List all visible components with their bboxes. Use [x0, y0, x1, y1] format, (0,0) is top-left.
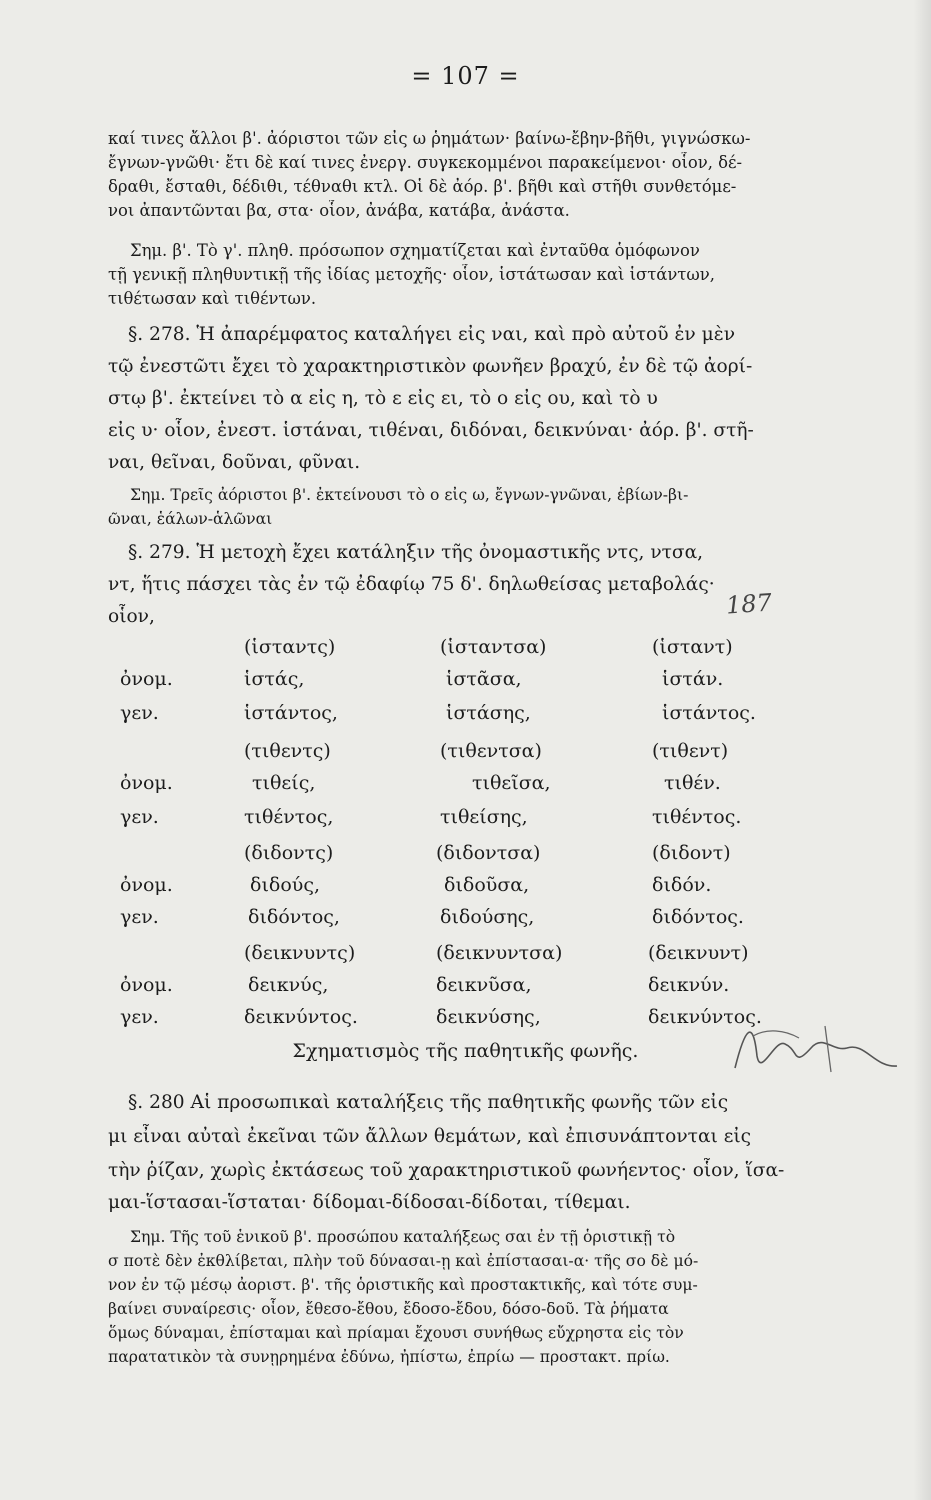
form-cell: τιθέντος. [652, 806, 742, 828]
form-cell: δεικνῦσα, [436, 974, 532, 996]
form-cell: δεικνύντος. [648, 1006, 762, 1028]
row-label-nominative: ὀνομ. [120, 668, 173, 690]
section-279-line: §. 279. Ἡ μετοχὴ ἔχει κατάληξιν τῆς ὀνομαστικῆς ντς, ντσα, [128, 542, 704, 563]
body-line: δραθι, ἔσταθι, δέδιθι, τέθναθι κτλ. Οἱ δὲ ἀόρ. β'. βῆθι καὶ στῆθι συνθετόμε- [108, 177, 737, 196]
note-line: ῶναι, ἑάλων-ἁλῶναι [108, 510, 273, 528]
row-label-nominative: ὀνομ. [120, 974, 173, 996]
stem-cell: (τιθεντσα) [440, 740, 542, 762]
form-cell: ἱστᾶσα, [446, 668, 522, 690]
row-label-nominative: ὀνομ. [120, 874, 173, 896]
note-line: Σημ. β'. Τὸ γ'. πληθ. πρόσωπον σχηματίζεται καὶ ἐνταῦθα ὁμόφωνον [130, 241, 700, 260]
page-number: = 107 = [411, 62, 520, 90]
section-278-line: §. 278. Ἡ ἀπαρέμφατος καταλήγει εἰς ναι, καὶ πρὸ αὐτοῦ ἐν μὲν [128, 324, 736, 345]
form-cell: διδόν. [652, 874, 712, 896]
stem-cell: (δεικνυντ) [648, 942, 749, 964]
form-cell: δεικνύντος. [244, 1006, 358, 1028]
body-line: ἔγνων-γνῶθι· ἔτι δὲ καί τινες ἐνεργ. συγκεκομμένοι παρακείμενοι· οἷον, δέ- [108, 153, 743, 172]
form-cell: διδοῦσα, [444, 874, 530, 896]
stem-cell: (δεικνυντσα) [436, 942, 563, 964]
section-280-line: τὴν ῥίζαν, χωρὶς ἐκτάσεως τοῦ χαρακτηριστικοῦ φωνήεντος· οἷον, ἵσα- [108, 1160, 785, 1181]
note-line: βαίνει συναίρεσις· οἷον, ἔθεσο-ἔθου, ἔδοσο-ἔδου, δόσο-δοῦ. Τὰ ῥήματα [108, 1300, 669, 1318]
form-cell: τιθεῖσα, [472, 772, 551, 794]
stem-cell: (ἱσταντς) [244, 636, 336, 658]
stem-cell: (ἱσταντσα) [440, 636, 547, 658]
form-cell: διδούς, [250, 874, 320, 896]
body-line: νοι ἀπαντῶνται βα, στα· οἷον, ἀνάβα, κατάβα, ἀνάστα. [108, 201, 570, 220]
note-line: σ ποτὲ δὲν ἐκθλίβεται, πλὴν τοῦ δύνασαι-ῃ καὶ ἐπίστασαι-α· τῆς σο δὲ μό- [108, 1252, 699, 1270]
row-label-genitive: γεν. [120, 806, 159, 828]
form-cell: δεικνύς, [248, 974, 329, 996]
row-label-genitive: γεν. [120, 906, 159, 928]
stem-cell: (τιθεντ) [652, 740, 729, 762]
section-278-line: τῷ ἐνεστῶτι ἔχει τὸ χαρακτηριστικὸν φωνῆεν βραχύ, ἐν δὲ τῷ ἀορί- [108, 356, 753, 377]
section-280-line: §. 280 Αἱ προσωπικαὶ καταλήξεις τῆς παθητικῆς φωνῆς τῶν εἰς [128, 1092, 729, 1113]
form-cell: δεικνύσης, [436, 1006, 541, 1028]
form-cell: διδόντος. [652, 906, 744, 928]
form-cell: τιθείσης, [440, 806, 528, 828]
note-line: τῇ γενικῇ πληθυντικῇ τῆς ἰδίας μετοχῆς· οἷον, ἱστάτωσαν καὶ ἱστάντων, [108, 265, 715, 284]
section-280-line: μι εἶναι αὐταὶ ἐκεῖναι τῶν ἄλλων θεμάτων, καὶ ἐπισυνάπτονται εἰς [108, 1126, 752, 1147]
form-cell: τιθείς, [252, 772, 316, 794]
note-line: παρατατικὸν τὰ συνῃρημένα ἐδύνω, ἠπίστω, ἐπρίω — προστακτ. πρίω. [108, 1348, 670, 1366]
form-cell: ἱστάς, [244, 668, 305, 690]
form-cell: διδόντος, [248, 906, 340, 928]
form-cell: τιθέν. [664, 772, 721, 794]
form-cell: τιθέντος, [244, 806, 334, 828]
note-line: Σημ. Τῆς τοῦ ἑνικοῦ β'. προσώπου καταλήξεως σαι ἐν τῇ ὁριστικῇ τὸ [130, 1228, 676, 1246]
row-label-genitive: γεν. [120, 702, 159, 724]
section-279-line: οἷον, [108, 606, 155, 627]
note-line: νον ἐν τῷ μέσῳ ἀοριστ. β'. τῆς ὁριστικῆς καὶ προστακτικῆς, καὶ τότε συμ- [108, 1276, 698, 1294]
form-cell: δεικνύν. [648, 974, 730, 996]
form-cell: ἱστάντος, [244, 702, 338, 724]
form-cell: ἱστάντος. [662, 702, 756, 724]
form-cell: ἱστάσης, [446, 702, 531, 724]
section-279-line: ντ, ἥτις πάσχει τὰς ἐν τῷ ἐδαφίῳ 75 δ'. δηλωθείσας μεταβολάς· [108, 574, 715, 595]
note-line: τιθέτωσαν καὶ τιθέντων. [108, 289, 317, 308]
row-label-genitive: γεν. [120, 1006, 159, 1028]
row-label-nominative: ὀνομ. [120, 772, 173, 794]
handwritten-margin-number: 187 [725, 588, 773, 620]
page-edge-shadow [913, 0, 931, 1500]
subheading-passive-voice: Σχηματισμὸς τῆς παθητικῆς φωνῆς. [292, 1040, 639, 1062]
stem-cell: (διδοντς) [244, 842, 334, 864]
stem-cell: (διδοντ) [652, 842, 731, 864]
stem-cell: (ἱσταντ) [652, 636, 733, 658]
body-line: καί τινες ἄλλοι β'. ἀόριστοι τῶν εἰς ω ῥημάτων· βαίνω-ἔβην-βῆθι, γιγνώσκω- [108, 129, 751, 148]
note-line: Σημ. Τρεῖς ἀόριστοι β'. ἐκτείνουσι τὸ ο εἰς ω, ἔγνων-γνῶναι, ἐβίων-βι- [130, 486, 689, 504]
stem-cell: (διδοντσα) [436, 842, 541, 864]
form-cell: διδούσης, [440, 906, 535, 928]
section-280-line: μαι-ἵστασαι-ἵσταται· δίδομαι-δίδοσαι-δίδοται, τίθεμαι. [108, 1192, 631, 1213]
stem-cell: (δεικνυντς) [244, 942, 356, 964]
note-line: ὅμως δύναμαι, ἐπίσταμαι καὶ πρίαμαι ἔχουσι συνήθως εὔχρηστα εἰς τὸν [108, 1324, 684, 1342]
section-278-line: στῳ β'. ἐκτείνει τὸ α εἰς η, τὸ ε εἰς ει, τὸ ο εἰς ου, καὶ τὸ υ [108, 388, 658, 409]
stem-cell: (τιθεντς) [244, 740, 331, 762]
section-278-line: ναι, θεῖναι, δοῦναι, φῦναι. [108, 452, 361, 473]
section-278-line: εἰς υ· οἷον, ἐνεστ. ἱστάναι, τιθέναι, διδόναι, δεικνύναι· ἀόρ. β'. στῆ- [108, 420, 754, 441]
form-cell: ἱστάν. [662, 668, 724, 690]
